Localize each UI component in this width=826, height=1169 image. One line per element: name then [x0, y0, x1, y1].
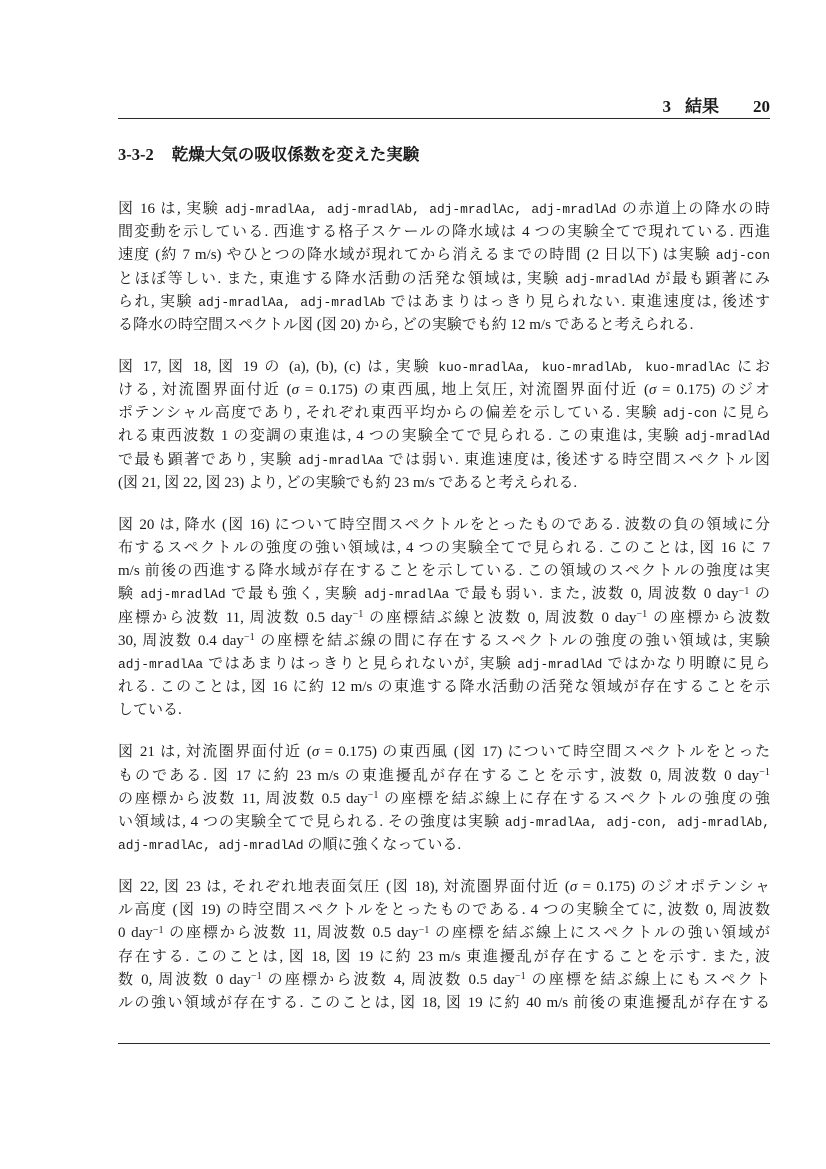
- text-line: [118, 379, 770, 402]
- text-line: [118, 560, 770, 583]
- text-segment: で最も強く, 実験: [225, 586, 365, 603]
- text-segment: (図 21, 図 22, 図 23) より, どの実験でも約 23 m/s であると考えられる.: [118, 474, 578, 491]
- text-line: [118, 922, 770, 945]
- text-line: [118, 876, 770, 899]
- text-segment: = 0.175) の東西風, 地上気圧, 対流圏界面付近 (: [299, 382, 649, 399]
- text-line: [118, 583, 770, 606]
- text-line: [118, 314, 770, 337]
- text-segment: 布するスペクトルの強度の強い領域は, 4 つの実験全てで見られる. このことは, 図 16 に 7: [118, 540, 770, 557]
- text-segment-tt: adj-mradlAd: [684, 429, 770, 445]
- paragraph: [118, 741, 770, 857]
- text-line: [118, 676, 770, 699]
- text-segment: 速度 (約 7 m/s) やひとつの降水域が現れてから消えるまでの時間 (2 日以下) は実験: [118, 247, 716, 264]
- text-segment: の座標を結ぶ線上に存在するスペクトルの強度の強: [378, 790, 770, 807]
- text-line: [118, 198, 770, 221]
- text-line: [118, 221, 770, 244]
- text-segment: ではあまりはっきり見られない. 東進速度は, 後述す: [385, 293, 770, 310]
- text-segment-it: σ: [311, 744, 320, 761]
- text-segment: の順に強くなっている.: [303, 837, 462, 854]
- text-segment: の座標から波数 11, 周波数 0.5 day: [118, 790, 368, 807]
- text-segment-tt: adj-mradlAa: [118, 656, 204, 672]
- text-segment: 0 day: [118, 925, 153, 942]
- text-segment-it: σ: [569, 879, 578, 896]
- text-segment: にお: [730, 358, 770, 375]
- text-segment: している.: [118, 702, 182, 719]
- text-segment: = 0.175) のジオ: [656, 382, 770, 399]
- text-segment: れる東西波数 1 の変調の東進は, 4 つの実験全てで見られる. この東進は, 実験: [118, 428, 685, 445]
- text-segment: ではかなり明瞭に見ら: [602, 655, 770, 672]
- text-line: [118, 291, 770, 314]
- paragraph: [118, 514, 770, 723]
- text-segment-tt: adj-mradlAa: [298, 452, 384, 468]
- text-segment-tt: adj-mradlAc, adj-mradlAd: [118, 838, 304, 854]
- paragraphs: [118, 198, 770, 1034]
- text-segment: 験: [118, 586, 141, 603]
- text-segment: の座標から波数 4, 周波数 0.5 day: [261, 971, 515, 988]
- header-section-number: 3: [662, 97, 671, 116]
- text-segment: 座標から波数 11, 周波数 0.5 day: [118, 609, 353, 626]
- text-line: [118, 969, 770, 992]
- text-segment: ける, 対流圏界面付近 (: [118, 382, 292, 399]
- header-page-number: 20: [753, 97, 770, 116]
- text-line: [118, 449, 770, 472]
- text-segment: 30, 周波数 0.4 day: [118, 632, 244, 649]
- text-segment: の座標結ぶ線と波数 0, 周波数 0 day: [363, 609, 637, 626]
- text-segment-sup: −1: [636, 609, 648, 621]
- text-segment-sup: −1: [514, 971, 526, 983]
- text-segment: に見ら: [717, 405, 770, 422]
- footer-rule: [118, 1043, 770, 1044]
- section-heading-title: 乾燥大気の吸収係数を変えた実験: [171, 146, 420, 164]
- text-line: [118, 607, 770, 630]
- text-segment-it: σ: [291, 382, 300, 399]
- text-segment: が最も顕著にみ: [650, 270, 770, 287]
- text-segment: の座標を結ぶ線の間に存在するスペクトルの強度の強い領域は, 実験: [254, 632, 770, 649]
- text-segment-sup: −1: [243, 632, 255, 644]
- text-segment: m/s 前後の西進する降水域が存在することを示している. この領域のスペクトルの強度は実: [118, 563, 770, 580]
- text-segment-tt: adj-mradlAd: [140, 587, 226, 603]
- section-heading: [118, 141, 770, 165]
- text-segment: る降水の時空間スペクトル図 (図 20) から, どの実験でも約 12 m/s であると考えられる.: [118, 316, 694, 333]
- text-segment: で最も顕著であり, 実験: [118, 451, 299, 468]
- header-rule: [118, 118, 770, 119]
- paragraph: [118, 876, 770, 1015]
- text-segment-tt: adj-mradlAd: [517, 656, 603, 672]
- text-segment: い領域は, 4 つの実験全てで見られる. その強度は実験: [118, 813, 505, 830]
- text-line: [118, 630, 770, 653]
- text-segment: ではあまりはっきりと見られないが, 実験: [203, 655, 518, 672]
- text-segment-sup: −1: [418, 924, 430, 936]
- text-segment-it: σ: [648, 382, 657, 399]
- text-line: [118, 788, 770, 811]
- text-segment: 図 17, 図 18, 図 19 の (a), (b), (c) は, 実験: [118, 358, 439, 375]
- text-segment: ル高度 (図 19) の時空間スペクトルをとったものである. 4 つの実験全てに, 波数 0, 周波数: [118, 902, 770, 919]
- text-segment: 図 22, 図 23 は, それぞれ地表面気圧 (図 18), 対流圏界面付近 (: [118, 879, 570, 896]
- text-line: [118, 356, 770, 379]
- text-segment-tt: adj-con: [662, 406, 718, 422]
- text-line: [118, 811, 770, 834]
- text-line: [118, 834, 770, 857]
- text-segment-tt: adj-mradlAa: [364, 587, 450, 603]
- text-segment: の座標を結ぶ線上にスペクトルの強い領域が: [429, 925, 770, 942]
- text-segment: の座標から波数 11, 周波数 0.5 day: [163, 925, 419, 942]
- text-segment: 図 16 は, 実験: [118, 201, 225, 217]
- text-segment-sup: −1: [367, 790, 379, 802]
- text-segment: で最も弱い. また, 波数 0, 周波数 0 day: [449, 586, 739, 603]
- text-line: [118, 472, 770, 495]
- text-segment-sup: −1: [352, 609, 364, 621]
- text-line: [118, 992, 770, 1015]
- text-segment: 数 0, 周波数 0 day: [118, 971, 251, 988]
- paragraph: [118, 198, 770, 337]
- text-line: [118, 425, 770, 448]
- running-header: [118, 92, 770, 114]
- text-segment: の座標から波数: [647, 609, 770, 626]
- text-line: [118, 514, 770, 537]
- text-line: [118, 946, 770, 969]
- text-segment: 図 21 は, 対流圏界面付近 (: [118, 744, 312, 761]
- section-heading-number: 3-3-2: [118, 145, 154, 164]
- text-segment-sup: −1: [152, 924, 164, 936]
- text-segment: = 0.175) の東西風 (図 17) について時空間スペクトルをとった: [319, 744, 770, 761]
- text-segment: では弱い. 東進速度は, 後述する時空間スペクトル図: [383, 451, 770, 468]
- text-line: [118, 765, 770, 788]
- text-line: [118, 268, 770, 291]
- text-segment-tt: adj-mradlAa, adj-mradlAb: [198, 294, 386, 310]
- text-segment: ルの強い領域が存在する. このことは, 図 18, 図 19 に約 40 m/s 前後の東進擾乱が存在する: [118, 995, 770, 1011]
- text-line: [118, 537, 770, 560]
- text-line: [118, 402, 770, 425]
- text-segment-tt: kuo-mradlAa, kuo-mradlAb, kuo-mradlAc: [438, 359, 731, 375]
- text-segment: られ, 実験: [118, 293, 199, 310]
- text-segment-tt: adj-mradlAd: [565, 271, 651, 287]
- text-segment: ものである. 図 17 に約 23 m/s の東進擾乱が存在することを示す, 波数 0, 周波数 0 day: [118, 767, 760, 784]
- text-segment: の: [749, 586, 770, 603]
- text-segment: = 0.175) のジオポテンシャ: [577, 879, 770, 896]
- text-segment-tt: adj-con: [715, 248, 770, 264]
- text-segment-sup: −1: [738, 585, 750, 597]
- header-section-title: 結果: [685, 97, 719, 116]
- paragraph: [118, 356, 770, 495]
- text-segment: の赤道上の降水の時: [616, 201, 770, 217]
- text-segment: 図 20 は, 降水 (図 16) について時空間スペクトルをとったものである. 波数の負の領域に分: [118, 516, 770, 533]
- text-line: [118, 741, 770, 764]
- text-segment-tt: adj-mradlAa, adj-mradlAb, adj-mradlAc, adj-mradlAd: [224, 202, 617, 217]
- text-line: [118, 653, 770, 676]
- text-segment-sup: −1: [250, 971, 262, 983]
- text-line: [118, 899, 770, 922]
- text-line: [118, 244, 770, 267]
- text-segment-tt: adj-mradlAa, adj-con, adj-mradlAb,: [504, 814, 770, 830]
- text-segment: 存在する. このことは, 図 18, 図 19 に約 23 m/s 東進擾乱が存在することを示す. また, 波: [118, 948, 770, 965]
- text-segment: の座標を結ぶ線上にもスペクト: [525, 971, 770, 988]
- text-segment: 間変動を示している. 西進する格子スケールの降水域は 4 つの実験全てで現れている. 西進: [118, 224, 770, 241]
- text-line: [118, 699, 770, 722]
- text-segment-sup: −1: [759, 766, 770, 778]
- text-segment: ポテンシャル高度であり, それぞれ東西平均からの偏差を示している. 実験: [118, 405, 663, 422]
- text-segment: とほぼ等しい. また, 東進する降水活動の活発な領域は, 実験: [118, 270, 566, 287]
- text-segment: れる. このことは, 図 16 に約 12 m/s の東進する降水活動の活発な領域が存在することを示: [118, 679, 770, 696]
